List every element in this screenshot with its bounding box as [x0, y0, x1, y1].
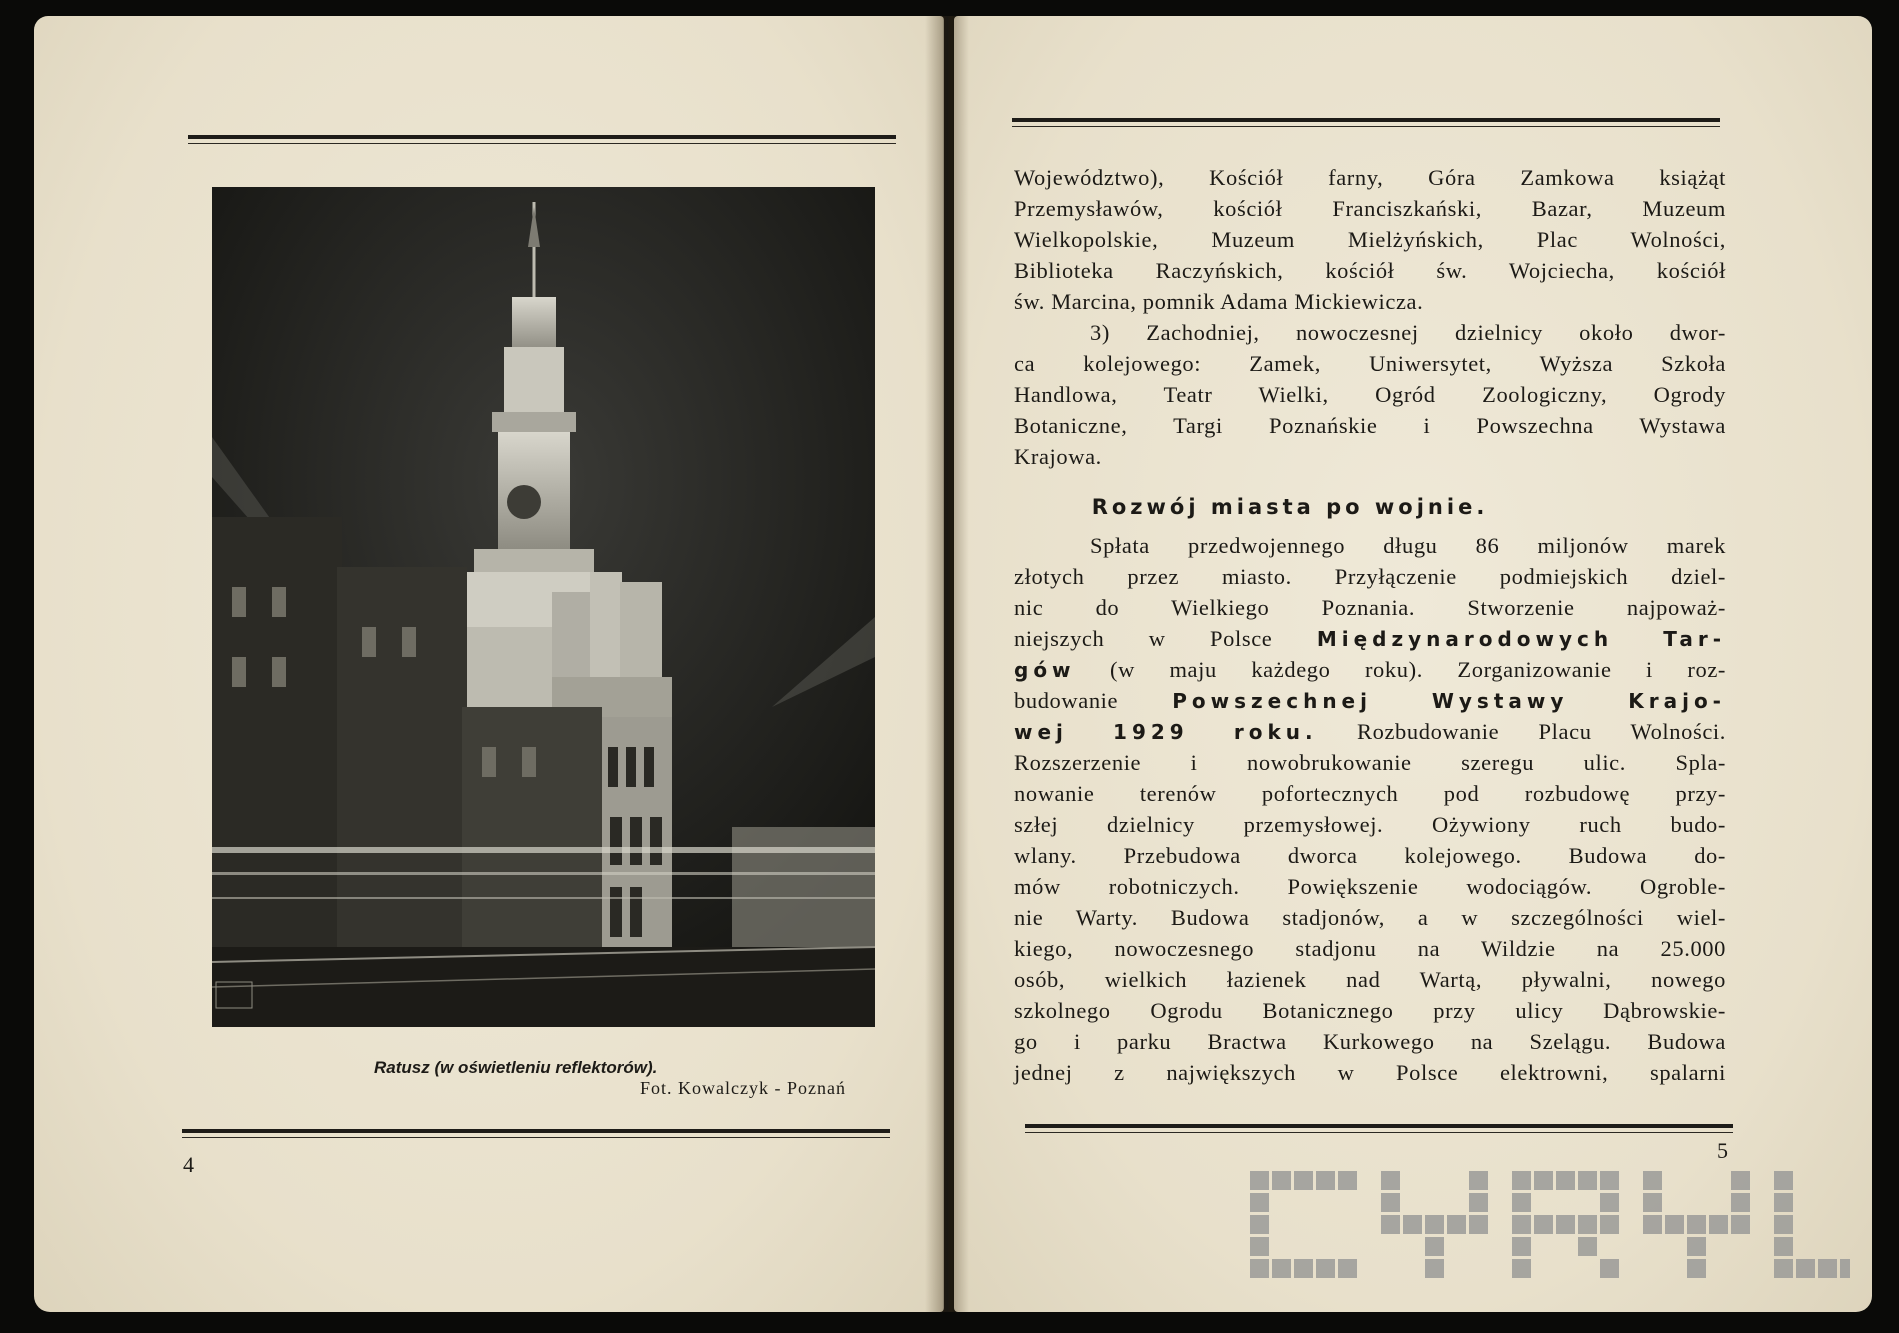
text-line: jednej z największych w Polsce elektrowni, spalarni [1014, 1060, 1726, 1085]
book-gutter [925, 16, 969, 1312]
watermark-block [1796, 1259, 1815, 1278]
watermark-block [1512, 1259, 1531, 1278]
watermark-block [1731, 1215, 1750, 1234]
watermark-block [1338, 1259, 1357, 1278]
watermark-block [1512, 1193, 1531, 1212]
text-line: mów robotniczych. Powiększenie wodociągów. Ogroble- [1014, 874, 1726, 899]
watermark-block [1534, 1215, 1553, 1234]
text-line [1014, 623, 1726, 654]
text-line: św. Marcina, pomnik Adama Mickiewicza. [1014, 289, 1424, 314]
watermark-block [1294, 1259, 1313, 1278]
text-fragment: budowanie [1014, 688, 1119, 713]
bold-term: Międzynarodowych Tar- [1316, 627, 1727, 651]
text-line: nowanie terenów pofortecznych pod rozbudowę przy- [1014, 781, 1726, 806]
watermark-block [1512, 1215, 1531, 1234]
watermark-block [1774, 1215, 1793, 1234]
watermark-block [1316, 1259, 1335, 1278]
left-bottom-rule [182, 1129, 890, 1138]
watermark-block [1425, 1237, 1444, 1256]
text-line: Krajowa. [1014, 444, 1102, 469]
text-line: Rozszerzenie i nowobrukowanie szeregu ulic. Spla- [1014, 750, 1726, 775]
photo-credit: Fot. Kowalczyk - Poznań [640, 1078, 846, 1098]
watermark-block [1381, 1215, 1400, 1234]
photo-caption-title: Ratusz (w oświetleniu reflektorów). [374, 1058, 658, 1077]
watermark-block [1687, 1237, 1706, 1256]
watermark-block [1338, 1171, 1357, 1190]
watermark-block [1250, 1237, 1269, 1256]
watermark-block [1469, 1215, 1488, 1234]
watermark-block [1774, 1259, 1793, 1278]
text-line: wlany. Przebudowa dworca kolejowego. Budowa do- [1014, 843, 1726, 868]
text-line: go i parku Bractwa Kurkowego na Szelągu. Budowa [1014, 1029, 1726, 1054]
watermark-block [1600, 1171, 1619, 1190]
watermark-block [1381, 1193, 1400, 1212]
text-line: 3) Zachodniej, nowoczesnej dzielnicy około dwor- [1090, 320, 1726, 345]
watermark-block [1687, 1259, 1706, 1278]
watermark-block [1665, 1215, 1684, 1234]
watermark-block [1643, 1215, 1662, 1234]
watermark-block [1403, 1215, 1422, 1234]
bold-term: gów [1014, 658, 1076, 682]
right-top-rule [1012, 118, 1720, 127]
text-line: Przemysławów, kościół Franciszkański, Bazar, Muzeum [1014, 196, 1726, 221]
text-fragment: niejszych w Polsce [1014, 626, 1273, 651]
bold-term: wej 1929 roku. [1014, 720, 1318, 744]
watermark-block [1600, 1259, 1619, 1278]
watermark-block [1425, 1215, 1444, 1234]
watermark-block [1774, 1237, 1793, 1256]
watermark-block [1272, 1171, 1291, 1190]
text-line: szkolnego Ogrodu Botanicznego przy ulicy Dąbrowskie- [1014, 998, 1726, 1023]
bold-term: Powszechnej Wystawy Krajo- [1172, 689, 1726, 713]
watermark-block [1578, 1171, 1597, 1190]
watermark-block [1556, 1215, 1575, 1234]
watermark-block [1316, 1171, 1335, 1190]
watermark-block [1774, 1193, 1793, 1212]
watermark-block [1774, 1171, 1793, 1190]
watermark-block [1250, 1193, 1269, 1212]
watermark-block [1731, 1193, 1750, 1212]
section-heading: Rozwój miasta po wojnie. [1091, 495, 1489, 519]
right-bottom-rule [1025, 1124, 1733, 1133]
watermark-block [1643, 1193, 1662, 1212]
watermark-block [1250, 1259, 1269, 1278]
text-line: nic do Wielkiego Poznania. Stworzenie najpoważ- [1014, 595, 1726, 620]
text-line [1014, 654, 1726, 685]
page-number-right: 5 [1717, 1138, 1728, 1163]
watermark-block [1250, 1215, 1269, 1234]
watermark-block [1512, 1171, 1531, 1190]
text-line: złotych przez miasto. Przyłączenie podmiejskich dziel- [1014, 564, 1726, 589]
watermark-block [1731, 1171, 1750, 1190]
watermark-block [1469, 1193, 1488, 1212]
left-top-rule [188, 135, 896, 144]
page-number-left: 4 [183, 1152, 194, 1177]
text-line: szłej dzielnicy przemysłowej. Ożywiony ruch budo- [1014, 812, 1726, 837]
text-line: Biblioteka Raczyńskich, kościół św. Wojciecha, kościół [1014, 258, 1726, 283]
watermark-block [1447, 1215, 1466, 1234]
watermark-block [1818, 1259, 1837, 1278]
text-line [1014, 716, 1726, 747]
text-line: kiego, nowoczesnego stadjonu na Wildzie na 25.000 [1014, 936, 1726, 961]
watermark-block [1600, 1215, 1619, 1234]
text-fragment: (w maju każdego roku). Zorganizowanie i roz- [1110, 657, 1726, 682]
watermark-block [1250, 1171, 1269, 1190]
watermark-block [1687, 1215, 1706, 1234]
watermark-block [1578, 1215, 1597, 1234]
text-line: Handlowa, Teatr Wielki, Ogród Zoologiczny, Ogrody [1014, 382, 1726, 407]
cyryl-watermark-logo [1250, 1171, 1850, 1290]
watermark-block [1709, 1215, 1728, 1234]
watermark-block [1425, 1259, 1444, 1278]
watermark-block [1643, 1171, 1662, 1190]
watermark-block [1556, 1171, 1575, 1190]
text-fragment: Rozbudowanie Placu Wolności. [1356, 719, 1726, 744]
watermark-block [1294, 1171, 1313, 1190]
photo-town-hall [212, 187, 875, 1027]
text-line: Spłata przedwojennego długu 86 miljonów marek [1090, 533, 1726, 558]
text-line: Botaniczne, Targi Poznańskie i Powszechna Wystawa [1014, 413, 1726, 438]
text-line: Wielkopolskie, Muzeum Mielżyńskich, Plac Wolności, [1014, 227, 1726, 252]
text-line: Województwo), Kościół farny, Góra Zamkowa książąt [1014, 165, 1726, 190]
watermark-block [1381, 1171, 1400, 1190]
text-line: nie Warty. Budowa stadjonów, a w szczególności wiel- [1014, 905, 1726, 930]
watermark-block [1534, 1171, 1553, 1190]
watermark-block [1272, 1259, 1291, 1278]
watermark-block [1600, 1193, 1619, 1212]
watermark-block [1840, 1259, 1850, 1278]
watermark-block [1512, 1237, 1531, 1256]
watermark-block [1469, 1171, 1488, 1190]
text-line [1014, 685, 1726, 716]
watermark-block [1578, 1237, 1597, 1256]
text-line: ca kolejowego: Zamek, Uniwersytet, Wyższa Szkoła [1014, 351, 1726, 376]
text-line: osób, wielkich łazienek nad Wartą, pływalni, nowego [1014, 967, 1726, 992]
